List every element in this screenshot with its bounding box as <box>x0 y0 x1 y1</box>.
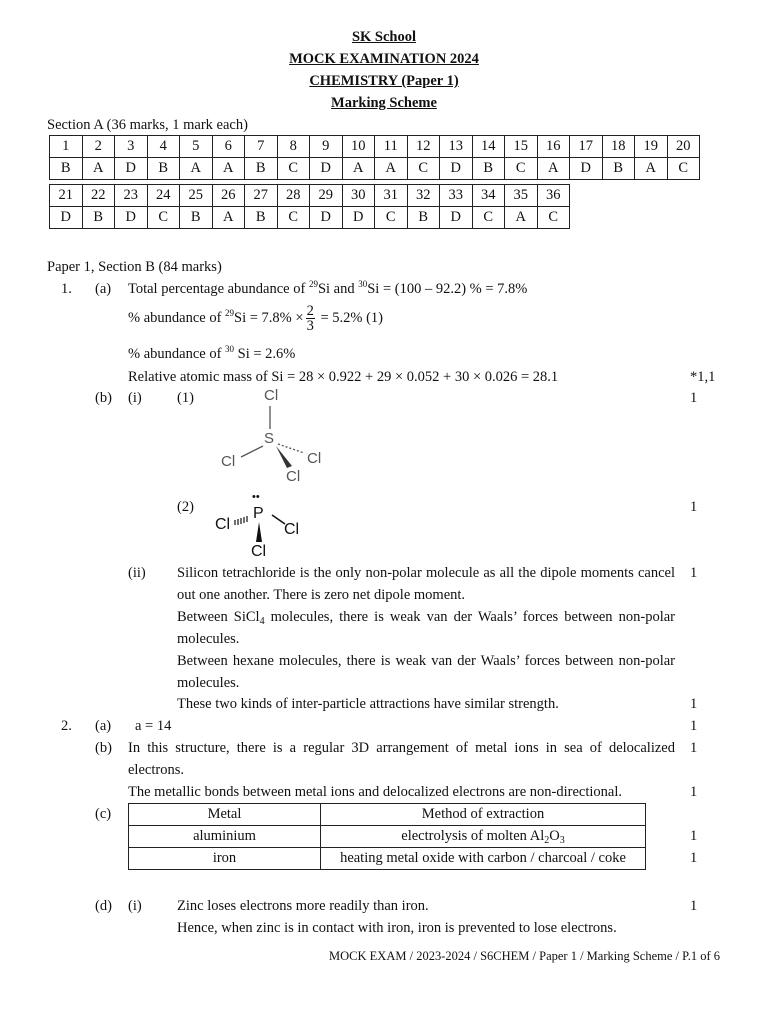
question-number-cell: 19 <box>635 136 668 158</box>
mark: 1 <box>690 898 698 914</box>
answer-cell: D <box>570 158 603 180</box>
mark: 1 <box>690 696 698 712</box>
answer-cell: A <box>212 158 245 180</box>
answer-cell: D <box>342 207 375 229</box>
question-number-cell: 1 <box>50 136 83 158</box>
zinc-text: Zinc loses electrons more readily than iron. <box>177 898 429 914</box>
answer-cell: C <box>277 158 310 180</box>
question-number: 2. <box>61 718 72 734</box>
answer-cell: C <box>667 158 700 180</box>
question-number-cell: 34 <box>472 185 505 207</box>
question-number-cell: 6 <box>212 136 245 158</box>
part-label: (c) <box>95 806 112 822</box>
answer-cell: B <box>472 158 505 180</box>
atom-p: P <box>253 505 264 522</box>
answer-row <box>50 158 700 180</box>
answer-cell: B <box>50 158 83 180</box>
abundance-total-line: Total percentage abundance of $^{29}$Si and $^{30}$Si = (100 – 92.2) % = 7.8% <box>128 279 528 297</box>
question-number-cell: 29 <box>310 185 343 207</box>
mark: 1 <box>690 784 698 800</box>
item-label: (2) <box>177 499 194 515</box>
answer-cell: D <box>440 207 473 229</box>
answer-table-21-36 <box>49 184 570 229</box>
question-number-cell: 13 <box>440 136 473 158</box>
answer-cell: A <box>537 158 570 180</box>
fraction-two-thirds: $\frac{2}{3}$ <box>306 303 314 334</box>
atom-cl-bottom: Cl <box>251 543 267 560</box>
metal-structure-text: In this structure, there is a regular 3D arrangement of metal ions in sea of delocalized electrons. <box>128 740 675 778</box>
question-number-cell: 35 <box>505 185 538 207</box>
question-number-cell: 27 <box>245 185 278 207</box>
mark: 1 <box>690 565 698 581</box>
section-b-heading: Paper 1, Section B (84 marks) <box>47 259 222 275</box>
answer-text: a = 14 <box>135 718 172 734</box>
iron-protection-text: Hence, when zinc is in contact with iron, iron is prevented to lose electrons. <box>177 920 617 936</box>
question-number-cell: 17 <box>570 136 603 158</box>
answer-cell: C <box>537 207 570 229</box>
answer-cell: D <box>50 207 83 229</box>
answer-cell: A <box>342 158 375 180</box>
question-number-cell: 11 <box>375 136 408 158</box>
question-number-cell: 16 <box>537 136 570 158</box>
part-label: (b) <box>95 740 112 756</box>
question-number-cell: 28 <box>277 185 310 207</box>
similar-strength-text: These two kinds of inter-particle attractions have similar strength. <box>177 696 559 712</box>
answer-cell: B <box>147 158 180 180</box>
atom-cl-top: Cl <box>264 387 279 404</box>
question-number-cell: 10 <box>342 136 375 158</box>
answer-row <box>50 207 570 229</box>
pcl3-structure-diagram <box>212 492 307 562</box>
mark: 1 <box>690 828 698 844</box>
subpart-label: (i) <box>128 898 142 914</box>
mark: 1 <box>690 718 698 734</box>
answer-cell: A <box>82 158 115 180</box>
question-number-cell: 25 <box>180 185 213 207</box>
doc-type-title: Marking Scheme <box>331 95 437 111</box>
part-label: (a) <box>95 281 112 297</box>
bond-hashed <box>235 516 247 525</box>
atom-cl-right: Cl <box>307 450 322 467</box>
atom-s: S <box>264 430 275 447</box>
answer-cell: B <box>82 207 115 229</box>
extraction-table <box>128 803 646 870</box>
part-label: (b) <box>95 390 112 406</box>
answer-cell: B <box>602 158 635 180</box>
answer-cell: D <box>115 207 148 229</box>
mark: 1 <box>690 390 698 406</box>
subject-title: CHEMISTRY (Paper 1) <box>309 73 459 89</box>
section-a-heading: Section A (36 marks, 1 mark each) <box>47 117 248 133</box>
question-number-cell: 31 <box>375 185 408 207</box>
question-number-cell: 32 <box>407 185 440 207</box>
answer-cell: D <box>310 158 343 180</box>
cell-method-aluminium: electrolysis of molten $Al_2O_3$ <box>321 826 646 848</box>
bond-left <box>241 446 263 457</box>
answer-cell: A <box>180 158 213 180</box>
answer-cell: C <box>147 207 180 229</box>
answer-cell: C <box>375 207 408 229</box>
atom-cl-right: Cl <box>284 521 300 538</box>
question-number-cell: 9 <box>310 136 343 158</box>
answer-cell: C <box>277 207 310 229</box>
question-number-cell: 8 <box>277 136 310 158</box>
question-number-cell: 18 <box>602 136 635 158</box>
cell-metal-iron: iron <box>129 848 321 870</box>
cell-method-iron: heating metal oxide with carbon / charcoal / coke <box>321 848 646 870</box>
question-number-cell: 2 <box>82 136 115 158</box>
subpart-label: (i) <box>128 390 142 406</box>
atom-cl-left: Cl <box>215 516 231 533</box>
part-label: (a) <box>95 718 112 734</box>
question-number-cell: 30 <box>342 185 375 207</box>
bond-wedge <box>276 446 292 468</box>
lone-pair: •• <box>252 492 260 503</box>
bond-right-dashed <box>278 444 304 453</box>
answer-cell: C <box>505 158 538 180</box>
question-number-cell: 24 <box>147 185 180 207</box>
question-number-cell: 4 <box>147 136 180 158</box>
mark: 1 <box>690 499 698 515</box>
question-number-cell: 3 <box>115 136 148 158</box>
question-number-cell: 7 <box>245 136 278 158</box>
subpart-label: (ii) <box>128 565 146 581</box>
abundance-si29-line: % abundance of $^{29}$Si = 7.8% × $\frac{2}{3}$ = 5.2% (1) <box>128 303 383 334</box>
question-number-row <box>50 136 700 158</box>
mark: *1,1 <box>690 369 716 385</box>
answer-cell: D <box>310 207 343 229</box>
exam-title: MOCK EXAMINATION 2024 <box>289 51 479 67</box>
answer-cell: B <box>180 207 213 229</box>
header-method: Method of extraction <box>321 804 646 826</box>
question-number-cell: 26 <box>212 185 245 207</box>
hexane-forces-text: Between hexane molecules, there is weak van der Waals’ forces between non-polar molecules. <box>177 653 675 691</box>
sicl4-forces-text: Between SiCl$_4$ molecules, there is weak van der Waals’ forces between non-polar molecules. <box>177 609 675 647</box>
question-number-cell: 23 <box>115 185 148 207</box>
atom-cl-left: Cl <box>221 453 236 470</box>
answer-table-1-20 <box>49 135 700 180</box>
mark: 1 <box>690 850 698 866</box>
metallic-bond-text: The metallic bonds between metal ions and delocalized electrons are non-directional. <box>128 784 623 800</box>
question-number-row <box>50 185 570 207</box>
cell-metal-aluminium: aluminium <box>129 826 321 848</box>
question-number: 1. <box>61 281 72 297</box>
answer-cell: A <box>375 158 408 180</box>
question-number-cell: 33 <box>440 185 473 207</box>
question-number-cell: 20 <box>667 136 700 158</box>
mark: 1 <box>690 740 698 756</box>
answer-cell: D <box>115 158 148 180</box>
answer-cell: B <box>245 158 278 180</box>
page-footer: MOCK EXAM / 2023-2024 / S6CHEM / Paper 1 / Marking Scheme / P.1 of 6 <box>329 949 720 963</box>
question-number-cell: 22 <box>82 185 115 207</box>
abundance-si30-line: % abundance of $^{30}$ Si = 2.6% <box>128 344 296 362</box>
question-number-cell: 5 <box>180 136 213 158</box>
atom-cl-bottom: Cl <box>286 468 301 485</box>
header-metal: Metal <box>129 804 321 826</box>
answer-cell: B <box>245 207 278 229</box>
question-number-cell: 12 <box>407 136 440 158</box>
answer-cell: B <box>407 207 440 229</box>
answer-cell: C <box>472 207 505 229</box>
answer-cell: D <box>440 158 473 180</box>
answer-cell: A <box>212 207 245 229</box>
answer-cell: A <box>505 207 538 229</box>
bond-wedge <box>256 522 262 542</box>
school-name: SK School <box>351 29 417 45</box>
answer-cell: A <box>635 158 668 180</box>
question-number-cell: 14 <box>472 136 505 158</box>
scl4-structure-diagram <box>215 384 330 488</box>
question-number-cell: 21 <box>50 185 83 207</box>
item-label: (1) <box>177 390 194 406</box>
relative-atomic-mass-line: Relative atomic mass of Si = 28 × 0.922 + 29 × 0.052 + 30 × 0.026 = 28.1 <box>128 369 559 385</box>
question-number-cell: 36 <box>537 185 570 207</box>
bond-right <box>272 515 285 524</box>
part-label: (d) <box>95 898 112 914</box>
answer-cell: C <box>407 158 440 180</box>
dipole-explanation: Silicon tetrachloride is the only non-polar molecule as all the dipole moments cancel out one another. There is zero net dipole moment. <box>177 565 675 603</box>
question-number-cell: 15 <box>505 136 538 158</box>
